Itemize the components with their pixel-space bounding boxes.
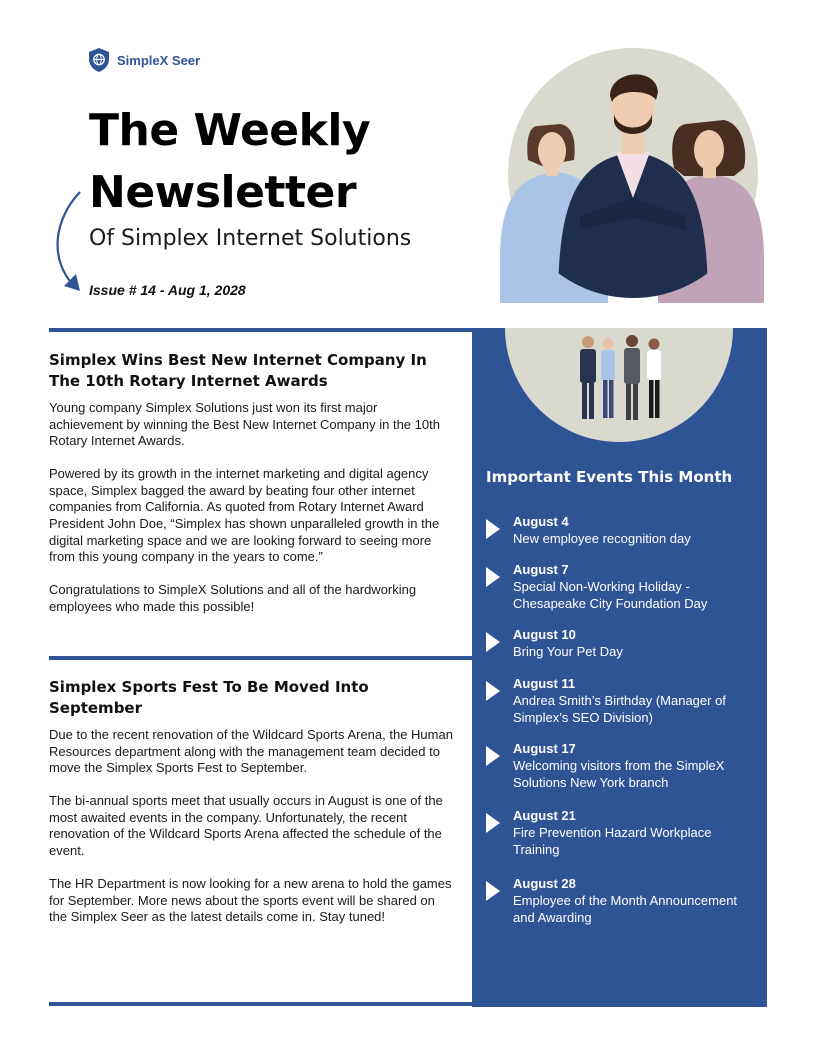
issue-label: Issue # 14 - Aug 1, 2028 [89,282,246,298]
page-subtitle: Of Simplex Internet Solutions [89,226,412,251]
article-awards [49,350,453,632]
event-item [486,626,761,660]
event-item [486,513,761,547]
brand-logo [89,48,200,72]
event-date: August 10 [513,627,576,642]
divider-middle [49,656,473,660]
event-description: New employee recognition day [513,531,691,546]
article-paragraph: Powered by its growth in the internet marketing and digital agency space, Simplex bagged the award by beating four other internet companies from California. As quoted from Rotary Internet Award President John Doe, “Simplex has shown unparalleled growth in the digital marketing space and we are looking forward to seeing more from this young company in the years to come.” [49,466,440,565]
event-date: August 11 [513,676,576,691]
events-title: Important Events This Month [486,468,733,486]
play-arrow-icon [486,567,500,587]
event-item [486,740,761,791]
shield-globe-icon [89,48,109,72]
event-item [486,675,761,726]
article-paragraph: Due to the recent renovation of the Wildcard Sports Arena, the Human Resources department along with the management team decided to move the Simplex Sports Fest to September. [49,727,453,776]
article-paragraph: Young company Simplex Solutions just won its first major achievement by winning the Best New Internet Company in the 10th Rotary Internet Awards. [49,400,440,449]
play-arrow-icon [486,632,500,652]
team-photo [504,328,734,442]
play-arrow-icon [486,813,500,833]
play-arrow-icon [486,519,500,539]
event-date: August 4 [513,514,569,529]
page-title [89,100,370,224]
article-paragraph: Congratulations to SimpleX Solutions and all of the hardworking employees who made this possible! [49,582,417,614]
article-heading: Simplex Sports Fest To Be Moved Into September [49,678,369,717]
event-description: Welcoming visitors from the SimpleX Solutions New York branch [513,758,725,790]
play-arrow-icon [486,881,500,901]
title-line-2: Newsletter [89,167,357,218]
curved-arrow-icon [50,188,90,296]
play-arrow-icon [486,746,500,766]
divider-top [49,328,473,332]
event-item [486,561,761,612]
event-date: August 21 [513,808,576,823]
article-paragraph: The HR Department is now looking for a new arena to hold the games for September. More news about the sports event will be shared on the Simplex Seer as the latest details come in. Stay tuned! [49,876,452,925]
event-description: Andrea Smith’s Birthday (Manager of Simplex’s SEO Division) [513,693,726,725]
event-item [486,807,761,858]
event-description: Fire Prevention Hazard Workplace Training [513,825,712,857]
article-paragraph: The bi-annual sports meet that usually occurs in August is one of the most awaited events in the company. Unfortunately, the recent renovation of the Wildcard Sports Arena affected the schedule of the event. [49,793,443,859]
event-description: Special Non-Working Holiday - Chesapeake City Foundation Day [513,579,708,611]
event-date: August 17 [513,741,576,756]
events-sidebar [472,328,767,1007]
event-date: August 28 [513,876,576,891]
event-item [486,875,761,926]
divider-bottom [49,1002,501,1006]
title-line-1: The Weekly [89,105,371,156]
event-description: Bring Your Pet Day [513,644,623,659]
event-date: August 7 [513,562,569,577]
team-illustration [498,48,768,303]
article-heading: Simplex Wins Best New Internet Company In The 10th Rotary Internet Awards [49,351,427,390]
play-arrow-icon [486,681,500,701]
event-description: Employee of the Month Announcement and Awarding [513,893,738,925]
brand-name: SimpleX Seer [117,52,201,68]
article-sports-fest [49,677,453,942]
